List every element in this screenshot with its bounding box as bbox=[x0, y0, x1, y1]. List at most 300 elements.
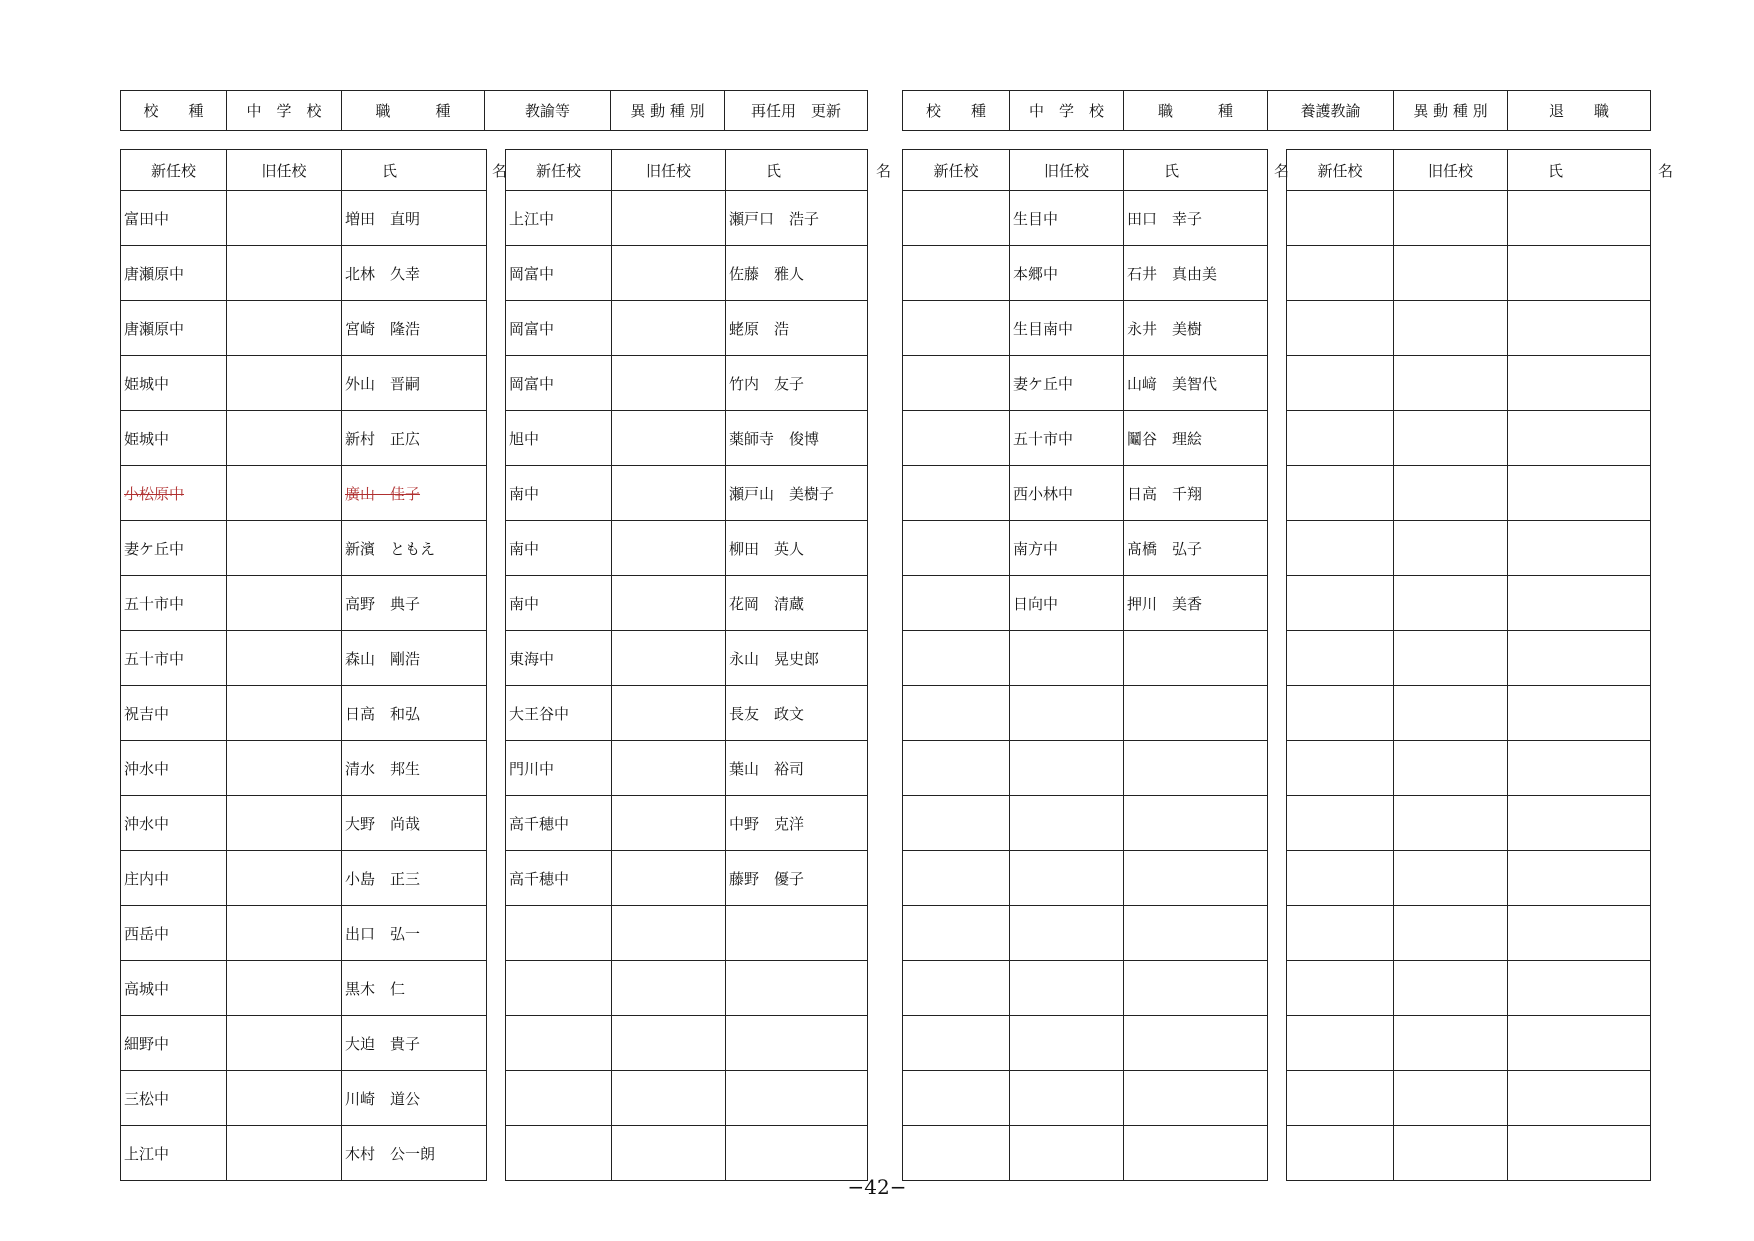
header-cell-job-type-label: 職 種 bbox=[1124, 91, 1268, 131]
name-cell bbox=[1124, 851, 1268, 906]
old-school-cell bbox=[227, 631, 342, 686]
table-row bbox=[903, 246, 1268, 301]
name-cell bbox=[1124, 1071, 1268, 1126]
name-cell bbox=[1508, 906, 1651, 961]
table-row bbox=[121, 1071, 487, 1126]
name-cell: 鬮谷 理絵 bbox=[1124, 411, 1268, 466]
new-school-cell: 妻ケ丘中 bbox=[121, 521, 227, 576]
new-school-cell: 高城中 bbox=[121, 961, 227, 1016]
header-cell-transfer-type-label: 異 動 種 別 bbox=[611, 91, 725, 131]
page-number: −42− bbox=[847, 1175, 907, 1199]
name-cell: 日高 和弘 bbox=[342, 686, 487, 741]
old-school-cell bbox=[227, 686, 342, 741]
table-row bbox=[506, 631, 868, 686]
old-school-cell bbox=[1010, 1071, 1124, 1126]
old-school-cell bbox=[1394, 246, 1508, 301]
name-cell bbox=[1508, 851, 1651, 906]
new-school-cell bbox=[1287, 796, 1394, 851]
old-school-cell: 妻ケ丘中 bbox=[1010, 356, 1124, 411]
table-row bbox=[903, 1071, 1268, 1126]
table-row bbox=[1287, 796, 1651, 851]
new-school-cell bbox=[1287, 906, 1394, 961]
old-school-cell bbox=[612, 1016, 726, 1071]
table-row bbox=[903, 191, 1268, 246]
new-school-cell: 西岳中 bbox=[121, 906, 227, 961]
old-school-cell bbox=[1010, 961, 1124, 1016]
name-cell: 増田 直明 bbox=[342, 191, 487, 246]
table-row bbox=[903, 906, 1268, 961]
new-school-cell: 沖水中 bbox=[121, 741, 227, 796]
name-cell bbox=[1508, 961, 1651, 1016]
name-cell: 石井 真由美 bbox=[1124, 246, 1268, 301]
table-row bbox=[1287, 906, 1651, 961]
name-cell bbox=[1508, 301, 1651, 356]
table-row bbox=[121, 741, 487, 796]
old-school-cell bbox=[612, 576, 726, 631]
name-cell: 新村 正広 bbox=[342, 411, 487, 466]
new-school-cell bbox=[903, 411, 1010, 466]
new-school-cell bbox=[903, 301, 1010, 356]
new-school-cell: 五十市中 bbox=[121, 576, 227, 631]
new-school-cell bbox=[1287, 1071, 1394, 1126]
old-school-cell bbox=[1394, 301, 1508, 356]
name-cell: 藤野 優子 bbox=[726, 851, 868, 906]
header-cell-job-type-value: 養護教諭 bbox=[1268, 91, 1394, 131]
old-school-cell: 日向中 bbox=[1010, 576, 1124, 631]
new-school-cell: 東海中 bbox=[506, 631, 612, 686]
name-cell bbox=[1508, 411, 1651, 466]
table-row bbox=[121, 356, 487, 411]
old-school-cell bbox=[1010, 686, 1124, 741]
old-school-cell: 本郷中 bbox=[1010, 246, 1124, 301]
name-cell: 蛯原 浩 bbox=[726, 301, 868, 356]
name-cell: 竹内 友子 bbox=[726, 356, 868, 411]
name-cell: 花岡 清蔵 bbox=[726, 576, 868, 631]
name-cell bbox=[1124, 906, 1268, 961]
name-cell bbox=[1508, 796, 1651, 851]
left-header-table bbox=[120, 90, 868, 131]
new-school-cell bbox=[903, 191, 1010, 246]
new-school-cell: 門川中 bbox=[506, 741, 612, 796]
old-school-cell bbox=[1394, 741, 1508, 796]
old-school-cell bbox=[1394, 1126, 1508, 1181]
table-row bbox=[506, 466, 868, 521]
new-school-cell: 高千穂中 bbox=[506, 851, 612, 906]
new-school-cell: 上江中 bbox=[506, 191, 612, 246]
new-school-cell: 沖水中 bbox=[121, 796, 227, 851]
new-school-cell: 旭中 bbox=[506, 411, 612, 466]
name-cell: 薬師寺 俊博 bbox=[726, 411, 868, 466]
table-row bbox=[903, 411, 1268, 466]
old-school-cell bbox=[1010, 796, 1124, 851]
table-row bbox=[1287, 741, 1651, 796]
table-row bbox=[506, 851, 868, 906]
name-cell bbox=[726, 1126, 868, 1181]
old-school-cell bbox=[1010, 741, 1124, 796]
old-school-cell bbox=[1394, 796, 1508, 851]
name-cell bbox=[1508, 356, 1651, 411]
table-row bbox=[506, 191, 868, 246]
table-row bbox=[506, 686, 868, 741]
table-row bbox=[506, 961, 868, 1016]
new-school-cell bbox=[1287, 246, 1394, 301]
table-row bbox=[903, 466, 1268, 521]
table-row bbox=[903, 686, 1268, 741]
new-school-cell: 岡富中 bbox=[506, 301, 612, 356]
new-school-cell: 祝吉中 bbox=[121, 686, 227, 741]
name-cell bbox=[1508, 686, 1651, 741]
new-school-cell bbox=[903, 1016, 1010, 1071]
table-row bbox=[121, 301, 487, 356]
table-row bbox=[1287, 521, 1651, 576]
new-school-cell bbox=[903, 686, 1010, 741]
old-school-cell bbox=[1010, 906, 1124, 961]
old-school-cell bbox=[227, 191, 342, 246]
old-school-cell bbox=[227, 796, 342, 851]
new-school-cell bbox=[506, 1071, 612, 1126]
name-cell bbox=[1508, 191, 1651, 246]
old-school-cell bbox=[612, 301, 726, 356]
old-school-cell bbox=[612, 796, 726, 851]
table-row bbox=[903, 631, 1268, 686]
name-cell bbox=[1508, 246, 1651, 301]
new-school-cell bbox=[1287, 356, 1394, 411]
name-cell: 黒木 仁 bbox=[342, 961, 487, 1016]
name-cell: 大野 尚哉 bbox=[342, 796, 487, 851]
column-header-name: 氏 名 bbox=[342, 150, 487, 191]
old-school-cell bbox=[612, 521, 726, 576]
name-cell: 髙橋 弘子 bbox=[1124, 521, 1268, 576]
table-row bbox=[121, 576, 487, 631]
table-row bbox=[1287, 1016, 1651, 1071]
name-cell: 新濱 ともえ bbox=[342, 521, 487, 576]
name-cell: 中野 克洋 bbox=[726, 796, 868, 851]
name-cell bbox=[1124, 796, 1268, 851]
name-cell: 清水 邦生 bbox=[342, 741, 487, 796]
new-school-cell bbox=[903, 466, 1010, 521]
old-school-cell bbox=[1394, 1016, 1508, 1071]
new-school-cell bbox=[903, 576, 1010, 631]
old-school-cell bbox=[227, 961, 342, 1016]
name-cell: 瀬戸口 浩子 bbox=[726, 191, 868, 246]
old-school-cell bbox=[227, 356, 342, 411]
old-school-cell bbox=[1394, 631, 1508, 686]
old-school-cell bbox=[612, 741, 726, 796]
column-header-name: 氏 名 bbox=[1124, 150, 1268, 191]
new-school-cell bbox=[903, 741, 1010, 796]
old-school-cell bbox=[612, 1126, 726, 1181]
header-cell-school-type-value: 中 学 校 bbox=[1010, 91, 1124, 131]
old-school-cell bbox=[1394, 356, 1508, 411]
old-school-cell bbox=[227, 906, 342, 961]
table-row bbox=[903, 576, 1268, 631]
new-school-cell bbox=[1287, 851, 1394, 906]
old-school-cell bbox=[612, 961, 726, 1016]
new-school-cell: 唐瀬原中 bbox=[121, 301, 227, 356]
new-school-cell bbox=[506, 1016, 612, 1071]
table-row bbox=[1287, 246, 1651, 301]
new-school-cell: 小松原中 bbox=[121, 466, 227, 521]
old-school-cell bbox=[612, 466, 726, 521]
column-header-old-school: 旧任校 bbox=[1010, 150, 1124, 191]
table-row bbox=[121, 686, 487, 741]
old-school-cell bbox=[612, 906, 726, 961]
new-school-cell bbox=[903, 356, 1010, 411]
table-row bbox=[903, 851, 1268, 906]
name-cell bbox=[726, 1071, 868, 1126]
table-row bbox=[903, 961, 1268, 1016]
name-cell bbox=[1124, 631, 1268, 686]
new-school-cell bbox=[903, 851, 1010, 906]
table-row bbox=[506, 301, 868, 356]
new-school-cell bbox=[903, 521, 1010, 576]
name-cell: 永井 美樹 bbox=[1124, 301, 1268, 356]
old-school-cell bbox=[1394, 1071, 1508, 1126]
table-row bbox=[903, 356, 1268, 411]
name-cell: 北林 久幸 bbox=[342, 246, 487, 301]
new-school-cell bbox=[506, 1126, 612, 1181]
name-cell bbox=[1508, 631, 1651, 686]
column-header-new-school: 新任校 bbox=[506, 150, 612, 191]
table-row bbox=[1287, 631, 1651, 686]
old-school-cell bbox=[227, 1126, 342, 1181]
name-cell bbox=[1124, 741, 1268, 796]
name-cell: 森山 剛浩 bbox=[342, 631, 487, 686]
old-school-cell bbox=[1010, 631, 1124, 686]
old-school-cell bbox=[227, 576, 342, 631]
new-school-cell: 南中 bbox=[506, 576, 612, 631]
name-cell: 葉山 裕司 bbox=[726, 741, 868, 796]
name-cell: 高野 典子 bbox=[342, 576, 487, 631]
column-header-new-school: 新任校 bbox=[1287, 150, 1394, 191]
table-row bbox=[506, 1016, 868, 1071]
name-cell: 外山 晋嗣 bbox=[342, 356, 487, 411]
name-cell: 田口 幸子 bbox=[1124, 191, 1268, 246]
table-row bbox=[1287, 686, 1651, 741]
table-row bbox=[121, 961, 487, 1016]
name-cell: 出口 弘一 bbox=[342, 906, 487, 961]
name-cell: 柳田 英人 bbox=[726, 521, 868, 576]
table-row bbox=[121, 851, 487, 906]
name-cell bbox=[1124, 1126, 1268, 1181]
name-cell: 小島 正三 bbox=[342, 851, 487, 906]
staff-table-d bbox=[1286, 149, 1714, 1181]
table-row bbox=[121, 411, 487, 466]
table-row bbox=[506, 796, 868, 851]
old-school-cell bbox=[227, 1071, 342, 1126]
column-header-old-school: 旧任校 bbox=[227, 150, 342, 191]
new-school-cell: 五十市中 bbox=[121, 631, 227, 686]
old-school-cell bbox=[1394, 961, 1508, 1016]
name-cell bbox=[1508, 741, 1651, 796]
new-school-cell: 唐瀬原中 bbox=[121, 246, 227, 301]
old-school-cell bbox=[612, 686, 726, 741]
header-cell-job-type-value: 教諭等 bbox=[485, 91, 611, 131]
old-school-cell bbox=[1394, 466, 1508, 521]
name-cell: 山﨑 美智代 bbox=[1124, 356, 1268, 411]
old-school-cell bbox=[1394, 521, 1508, 576]
old-school-cell bbox=[227, 521, 342, 576]
column-header-new-school: 新任校 bbox=[121, 150, 227, 191]
name-cell: 押川 美香 bbox=[1124, 576, 1268, 631]
new-school-cell: 三松中 bbox=[121, 1071, 227, 1126]
header-cell-school-type-label: 校 種 bbox=[121, 91, 227, 131]
old-school-cell bbox=[1010, 1016, 1124, 1071]
name-cell bbox=[1508, 521, 1651, 576]
old-school-cell: 生目中 bbox=[1010, 191, 1124, 246]
new-school-cell bbox=[903, 906, 1010, 961]
new-school-cell bbox=[506, 906, 612, 961]
table-row bbox=[903, 1016, 1268, 1071]
new-school-cell bbox=[1287, 576, 1394, 631]
name-cell: 廣山 佳子 bbox=[342, 466, 487, 521]
new-school-cell bbox=[903, 1071, 1010, 1126]
name-cell bbox=[1508, 576, 1651, 631]
new-school-cell bbox=[903, 246, 1010, 301]
old-school-cell bbox=[1010, 851, 1124, 906]
new-school-cell: 姫城中 bbox=[121, 411, 227, 466]
name-cell bbox=[1508, 1126, 1651, 1181]
name-cell: 佐藤 雅人 bbox=[726, 246, 868, 301]
table-row bbox=[506, 411, 868, 466]
old-school-cell: 西小林中 bbox=[1010, 466, 1124, 521]
table-row bbox=[903, 796, 1268, 851]
name-cell: 宮崎 隆浩 bbox=[342, 301, 487, 356]
new-school-cell bbox=[903, 961, 1010, 1016]
table-row bbox=[121, 1016, 487, 1071]
new-school-cell: 大王谷中 bbox=[506, 686, 612, 741]
column-header-old-school: 旧任校 bbox=[1394, 150, 1508, 191]
table-row bbox=[903, 1126, 1268, 1181]
new-school-cell: 姫城中 bbox=[121, 356, 227, 411]
new-school-cell bbox=[903, 631, 1010, 686]
new-school-cell: 富田中 bbox=[121, 191, 227, 246]
old-school-cell bbox=[227, 246, 342, 301]
name-cell bbox=[726, 1016, 868, 1071]
old-school-cell bbox=[227, 1016, 342, 1071]
old-school-cell: 南方中 bbox=[1010, 521, 1124, 576]
name-cell: 瀬戸山 美樹子 bbox=[726, 466, 868, 521]
table-row bbox=[506, 356, 868, 411]
table-row bbox=[1287, 576, 1651, 631]
column-header-name: 氏 名 bbox=[726, 150, 868, 191]
old-school-cell bbox=[1394, 906, 1508, 961]
table-row bbox=[1287, 191, 1651, 246]
table-row bbox=[1287, 411, 1651, 466]
new-school-cell: 庄内中 bbox=[121, 851, 227, 906]
staff-table-b bbox=[505, 149, 932, 1181]
new-school-cell bbox=[1287, 521, 1394, 576]
new-school-cell: 岡富中 bbox=[506, 246, 612, 301]
name-cell: 木村 公一朗 bbox=[342, 1126, 487, 1181]
new-school-cell: 南中 bbox=[506, 521, 612, 576]
name-cell bbox=[1124, 1016, 1268, 1071]
new-school-cell: 細野中 bbox=[121, 1016, 227, 1071]
old-school-cell bbox=[227, 411, 342, 466]
old-school-cell bbox=[227, 851, 342, 906]
name-cell bbox=[1508, 1016, 1651, 1071]
name-cell bbox=[726, 961, 868, 1016]
new-school-cell bbox=[1287, 686, 1394, 741]
old-school-cell bbox=[1394, 576, 1508, 631]
old-school-cell bbox=[612, 246, 726, 301]
name-cell bbox=[726, 906, 868, 961]
new-school-cell bbox=[1287, 1126, 1394, 1181]
new-school-cell bbox=[1287, 741, 1394, 796]
new-school-cell: 上江中 bbox=[121, 1126, 227, 1181]
table-row bbox=[506, 1071, 868, 1126]
new-school-cell bbox=[1287, 961, 1394, 1016]
new-school-cell bbox=[506, 961, 612, 1016]
header-cell-transfer-type-value: 再任用 更新 bbox=[725, 91, 868, 131]
table-row bbox=[903, 301, 1268, 356]
new-school-cell bbox=[1287, 301, 1394, 356]
old-school-cell bbox=[1394, 411, 1508, 466]
new-school-cell bbox=[1287, 466, 1394, 521]
staff-table-c bbox=[902, 149, 1330, 1181]
table-row bbox=[506, 741, 868, 796]
column-header-new-school: 新任校 bbox=[903, 150, 1010, 191]
new-school-cell bbox=[903, 1126, 1010, 1181]
name-cell bbox=[1508, 466, 1651, 521]
table-row bbox=[1287, 301, 1651, 356]
header-cell-school-type-label: 校 種 bbox=[903, 91, 1010, 131]
name-cell: 日高 千翔 bbox=[1124, 466, 1268, 521]
old-school-cell: 五十市中 bbox=[1010, 411, 1124, 466]
header-cell-transfer-type-label: 異 動 種 別 bbox=[1394, 91, 1508, 131]
old-school-cell bbox=[1010, 1126, 1124, 1181]
column-header-name: 氏 名 bbox=[1508, 150, 1651, 191]
new-school-cell bbox=[1287, 1016, 1394, 1071]
table-row bbox=[506, 521, 868, 576]
name-cell: 永山 晃史郎 bbox=[726, 631, 868, 686]
name-cell bbox=[1508, 1071, 1651, 1126]
new-school-cell bbox=[1287, 191, 1394, 246]
name-cell: 大迫 貴子 bbox=[342, 1016, 487, 1071]
name-cell: 長友 政文 bbox=[726, 686, 868, 741]
old-school-cell bbox=[612, 411, 726, 466]
table-row bbox=[121, 1126, 487, 1181]
name-cell bbox=[1124, 686, 1268, 741]
right-header-table bbox=[902, 90, 1651, 131]
old-school-cell bbox=[1394, 851, 1508, 906]
table-row bbox=[903, 521, 1268, 576]
header-cell-job-type-label: 職 種 bbox=[342, 91, 485, 131]
table-row bbox=[506, 576, 868, 631]
old-school-cell bbox=[612, 191, 726, 246]
table-row bbox=[1287, 356, 1651, 411]
table-row bbox=[506, 246, 868, 301]
old-school-cell bbox=[612, 356, 726, 411]
old-school-cell bbox=[1394, 191, 1508, 246]
old-school-cell bbox=[612, 631, 726, 686]
column-header-old-school: 旧任校 bbox=[612, 150, 726, 191]
table-row bbox=[121, 906, 487, 961]
old-school-cell: 生目南中 bbox=[1010, 301, 1124, 356]
table-row bbox=[121, 466, 487, 521]
new-school-cell bbox=[1287, 631, 1394, 686]
old-school-cell bbox=[1394, 686, 1508, 741]
table-row bbox=[1287, 961, 1651, 1016]
table-row bbox=[1287, 1071, 1651, 1126]
table-row bbox=[506, 906, 868, 961]
old-school-cell bbox=[227, 741, 342, 796]
old-school-cell bbox=[227, 466, 342, 521]
old-school-cell bbox=[612, 851, 726, 906]
new-school-cell bbox=[903, 796, 1010, 851]
new-school-cell: 高千穂中 bbox=[506, 796, 612, 851]
table-row bbox=[506, 1126, 868, 1181]
